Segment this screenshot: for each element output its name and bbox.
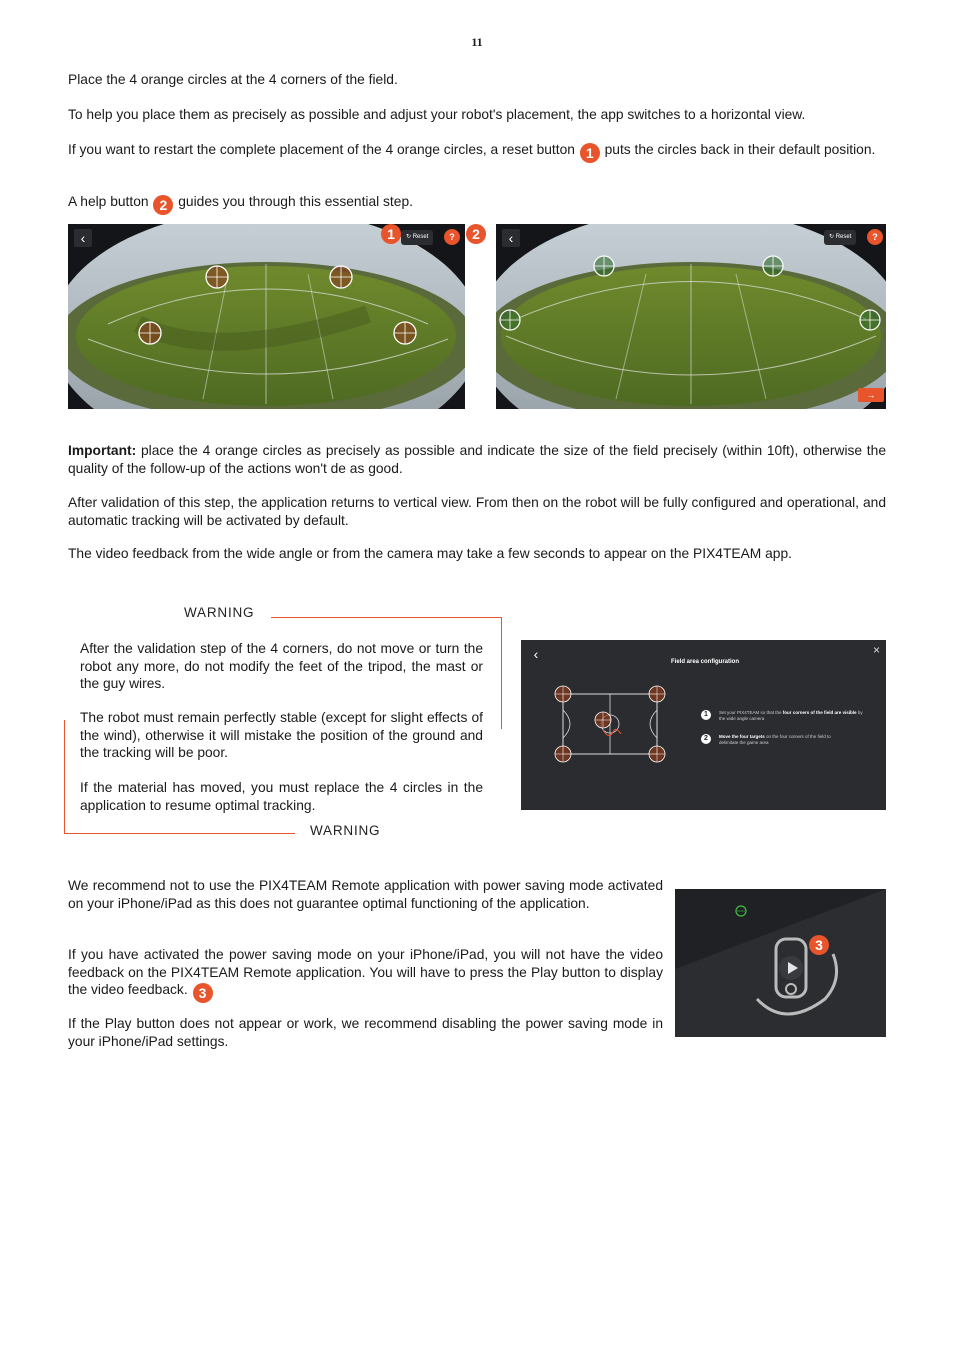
paragraph-power-saving-3: If the Play button does not appear or work, we recommend disabling the power saving mode in your iPhone/iPad settings.: [68, 1016, 663, 1049]
important-text: place the 4 orange circles as precisely as possible and indicate the size of the field precisely (within 10ft), otherwise the quality of the follow-up of the actions won't de as good.: [68, 443, 886, 476]
reset-text-b: puts the circles back in their default position.: [604, 142, 876, 157]
play-icon[interactable]: [778, 955, 804, 981]
paragraph-help: [68, 193, 886, 215]
field-config-title: Field area configuration: [671, 659, 740, 665]
field-diagram: [551, 682, 671, 766]
field-view-orange: [68, 224, 465, 409]
callout-badge-2: 2: [466, 224, 486, 244]
target-top-right[interactable]: [328, 264, 354, 290]
page-number: 11: [471, 35, 483, 49]
screenshot-orange-targets: [68, 224, 465, 409]
callout-badge-3: 3: [809, 935, 829, 955]
reset-text-a: If you want to restart the complete placement of the 4 orange circles, a reset button: [68, 142, 575, 157]
paragraph-reset: [68, 141, 886, 163]
warning-line-bottom: [64, 833, 295, 834]
badge-3: 3: [193, 983, 213, 1003]
screenshot-field-config: [521, 640, 886, 810]
refresh-icon: ↻: [829, 234, 835, 240]
warning-label-bottom: WARNING: [310, 823, 381, 838]
paragraph-validation: After validation of this step, the application returns to vertical view. From then on the robot will be fully configured and operational, and automatic tracking will be activated by default.: [68, 495, 886, 528]
close-icon[interactable]: ×: [872, 643, 880, 657]
warning-line-right: [501, 617, 502, 729]
target-bottom-left[interactable]: [137, 320, 163, 346]
paragraph-horizontal-view: To help you place them as precisely as possible and adjust your robot's placement, the app switches to a horizontal view.: [68, 107, 806, 122]
back-button[interactable]: ‹: [74, 229, 92, 247]
next-button[interactable]: →: [858, 388, 884, 402]
paragraph-video-feedback: The video feedback from the wide angle or from the camera may take a few seconds to appear on the PIX4TEAM app.: [68, 546, 792, 561]
paragraph-important: [68, 442, 886, 477]
step-1-text: Set your PIX4TEAM so that the four corners of the field are visible by the wide angle camera: [719, 710, 863, 721]
paragraph-place-circles: Place the 4 orange circles at the 4 corners of the field.: [68, 72, 398, 87]
target-top-left-green[interactable]: [592, 254, 616, 278]
warning-text-3: If the material has moved, you must replace the 4 circles in the application to resume optimal tracking.: [80, 780, 483, 813]
back-button-2[interactable]: ‹: [502, 229, 520, 247]
reset-button[interactable]: ↻ Reset: [401, 230, 433, 245]
badge-2: 2: [153, 195, 173, 215]
warning-text-1: After the validation step of the 4 corners, do not move or turn the robot any more, do not modify the feet of the tripod, the mast or the guy wires.: [80, 641, 483, 691]
screenshot-play-button: [675, 889, 886, 1037]
step-2-text: Move the four targets on the four corners of the field to delimitate the game area: [719, 734, 831, 745]
help-text-a: A help button: [68, 194, 149, 209]
target-bottom-right-green[interactable]: [858, 308, 882, 332]
screenshot-green-targets: [496, 224, 886, 409]
step-2-badge: 2: [701, 734, 711, 744]
target-top-right-green[interactable]: [761, 254, 785, 278]
help-button-2[interactable]: ?: [867, 229, 883, 245]
target-bottom-left-green[interactable]: [498, 308, 522, 332]
warning-line-top: [271, 617, 502, 618]
warning-text-2: The robot must remain perfectly stable (except for slight effects of the wind), otherwise it will mistake the position of the ground and the tracking will be poor.: [80, 710, 483, 760]
target-top-left[interactable]: [204, 264, 230, 290]
target-bottom-right[interactable]: [392, 320, 418, 346]
paragraph-power-saving-1: We recommend not to use the PIX4TEAM Remote application with power saving mode activated on your iPhone/iPad as this does not guarantee optimal functioning of the application.: [68, 878, 663, 911]
important-label: Important:: [68, 443, 137, 458]
back-button-3[interactable]: ‹: [533, 646, 539, 662]
step-1-badge: 1: [701, 710, 711, 720]
help-text-b: guides you through this essential step.: [178, 194, 413, 209]
badge-1: 1: [580, 143, 600, 163]
field-view-green: [496, 224, 886, 409]
warning-label-top: WARNING: [184, 605, 255, 620]
help-button[interactable]: ?: [444, 229, 460, 245]
refresh-icon: ↻: [406, 234, 412, 240]
reset-button-2[interactable]: ↻ Reset: [824, 230, 856, 245]
warning-line-left: [64, 720, 65, 834]
callout-badge-1: 1: [381, 224, 401, 244]
paragraph-power-saving-2: If you have activated the power saving mode on your iPhone/iPad, you will not have the video feedback on the PIX4TEAM Remote application. You will have to press the Play button to display the video feedback. 3: [68, 947, 663, 1001]
